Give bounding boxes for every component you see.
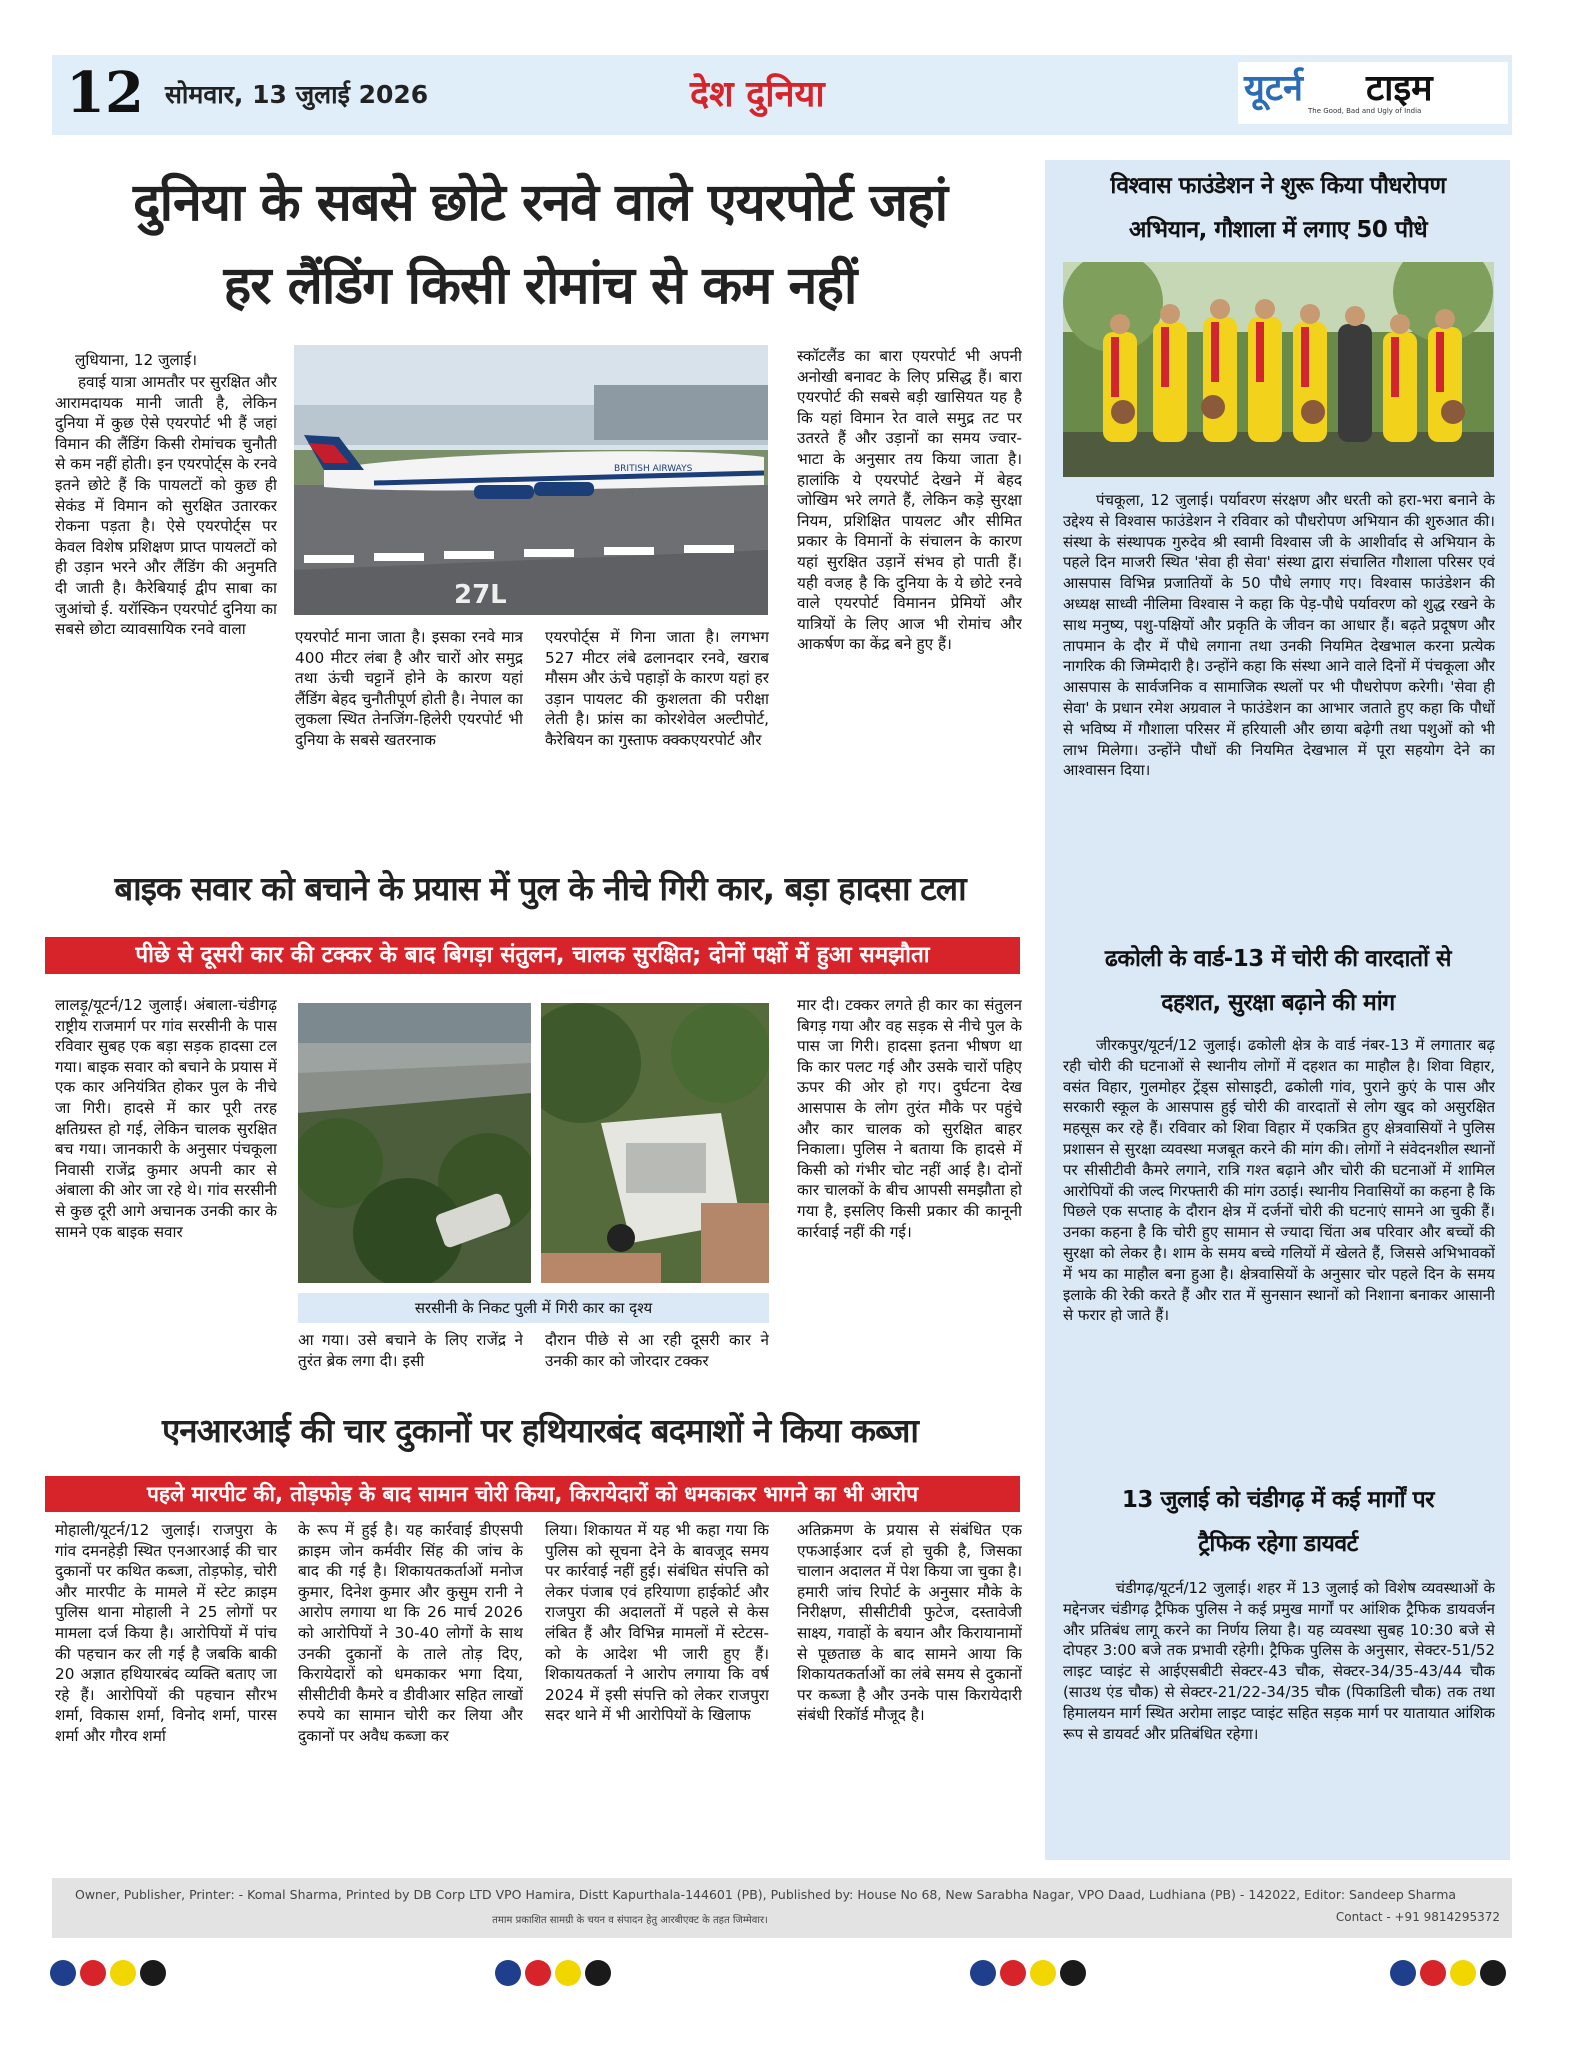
story3-col2: के रूप में हुई है। यह कार्रवाई डीएसपी क्राइम जोन कर्मवीर सिंह की जांच के बाद की गई है। शिकायतकर्ताओं मनोज कुमार, दिनेश कुमार और कुसुम रानी ने आरोप लगाया था कि 26 मार्च 2026 को आरोपियों ने 30-40 लोगों के साथ उनकी दुकानों के ताले तोड़ दिए, किरायेदारों को धमकाकर भगा दिया, सीसीटीवी कैमरे व डीवीआर सहित लाखों रुपये का सामान चोरी कर लिया और दुकानों पर अवैध कब्जा कर bbox=[298, 1521, 523, 1745]
side1-headline-line2: अभियान, गौशाला में लगाए 50 पौधे bbox=[1128, 217, 1428, 243]
issue-date: सोमवार, 13 जुलाई 2026 bbox=[165, 80, 429, 109]
side3-headline-line2: ट्रैफिक रहेगा डायवर्ट bbox=[1198, 1531, 1358, 1557]
reg-dot bbox=[1030, 1960, 1056, 1986]
story2-col1: लालड़ू/यूटर्न/12 जुलाई। अंबाला-चंडीगढ़ राष्ट्रीय राजमार्ग पर गांव सरसीनी के पास रविवार सुबह एक बड़ा सड़क हादसा टल गया। बाइक सवार को बचाने के प्रयास में एक कार अनियंत्रित होकर पुल के नीचे जा गिरी। हादसे में कार पूरी तरह क्षतिग्रस्त हो गई, लेकिन चालक सुरक्षित बच गया। जानकारी के अनुसार पंचकूला निवासी राजेंद्र कुमार अपनी कार से अंबाला की ओर जा रहे थे। गांव सरसीनी से कुछ दूरी आगे अचानक उनकी कार के सामने एक बाइक सवार bbox=[55, 996, 277, 1241]
story1-col2: एयरपोर्ट माना जाता है। इसका रनवे मात्र 400 मीटर लंबा है और चारों ओर समुद्र तथा ऊंची चट्टानें होने के कारण यहां लैंडिंग बेहद चुनौतीपूर्ण होती है। नेपाल का लुकला स्थित तेनजिंग-हिलेरी एयरपोर्ट भी दुनिया के सबसे खतरनाक bbox=[295, 628, 523, 749]
plantation-photo bbox=[1063, 262, 1494, 477]
footer-disclaimer: तमाम प्रकाशित सामग्री के चयन व संपादन हेतु आरबीएक्ट के तहत जिम्मेवार। bbox=[492, 1915, 768, 1926]
story3-headline: एनआरआई की चार दुकानों पर हथियारबंद बदमाशों ने किया कब्जा bbox=[162, 1411, 918, 1450]
logo-part2: टाइम bbox=[1366, 68, 1433, 109]
reg-dot bbox=[50, 1960, 76, 1986]
airport-photo bbox=[294, 345, 768, 615]
footer-contact: Contact - +91 9814295372 bbox=[1335, 1910, 1500, 1924]
crash-photo-left bbox=[298, 1003, 531, 1283]
reg-dot bbox=[555, 1960, 581, 1986]
side2-headline-line2: दहशत, सुरक्षा बढ़ाने की मांग bbox=[1161, 990, 1395, 1016]
story1-col4: स्कॉटलैंड का बारा एयरपोर्ट भी अपनी अनोखी बनावट के लिए प्रसिद्ध हैं। बारा एयरपोर्ट की सबसे बड़ी खासियत यह है कि यहां विमान रेत वाले समुद्र तट पर उतरते हैं और उड़ानों का समय ज्वार-भाटा के अनुसार तय किया जाता है। हालांकि ये एयरपोर्ट देखने में बेहद जोखिम भरे लगते हैं, लेकिन कड़े सुरक्षा नियम, प्रशिक्षित पायलट और सीमित प्रकार के विमानों के संचालन के कारण यहां सुरक्षित उड़ानें संभव हो पाती हैं। यही वजह है कि दुनिया के ये छोटे रनवे वाले एयरपोर्ट विमानन प्रेमियों और यात्रियों के लिए आज भी रोमांच और आकर्षण का केंद्र बने हुए हैं। bbox=[797, 347, 1022, 654]
reg-dot bbox=[140, 1960, 166, 1986]
story1-col3: एयरपोर्ट्स में गिना जाता है। लगभग 527 मीटर लंबे ढलानदार रनवे, खराब मौसम और ऊंचे पहाड़ों के कारण यहां हर उड़ान पायलट की कुशलता की परीक्षा लेती है। फ्रांस का कोरशेवेल अल्टीपोर्ट, कैरेबियन का गुस्ताफ क्क्कएयरपोर्ट और bbox=[545, 628, 769, 749]
story1-headline-line1: दुनिया के सबसे छोटे रनवे वाले एयरपोर्ट जहां bbox=[132, 173, 948, 233]
story1-col1: हवाई यात्रा आमतौर पर सुरक्षित और आरामदायक मानी जाती है, लेकिन दुनिया में कुछ ऐसे एयरपोर्ट भी हैं जहां विमान की लैंडिंग किसी रोमांचक चुनौती से कम नहीं होती। इन एयरपोर्ट्स के रनवे इतने छोटे हैं कि पायलटों को कुछ ही सेकंड में विमान को सुरक्षित उतारकर रोकना पड़ता है। ऐसे एयरपोर्ट्स पर केवल विशेष प्रशिक्षण प्राप्त पायलटों को ही उड़ान भरने और लैंडिंग की अनुमति दी जाती है। कैरेबियाई द्वीप साबा का जुआंचो ई. यरॉस्किन एयरपोर्ट दुनिया का सबसे छोटा व्यावसायिक रनवे वाला bbox=[55, 373, 277, 639]
reg-dot bbox=[1450, 1960, 1476, 1986]
story3-col4: अतिक्रमण के प्रयास से संबंधित एक एफआईआर दर्ज हो चुकी है, जिसका चालान अदालत में पेश किया जा चुका है। हमारी जांच रिपोर्ट के अनुसार मौके के निरीक्षण, सीसीटीवी फुटेज, दस्तावेजी साक्ष्य, गवाहों के बयान और किरायानामों से पूछताछ के बाद सामने आया कि शिकायतकर्ताओं का लंबे समय से दुकानों पर कब्जा है और उनके पास किरायेदारी संबंधी रिकॉर्ड मौजूद है। bbox=[797, 1521, 1022, 1725]
story1-dateline: लुधियाना, 12 जुलाई। bbox=[75, 351, 198, 369]
reg-dot bbox=[1480, 1960, 1506, 1986]
page-number: 12 bbox=[66, 60, 144, 126]
story2-headline: बाइक सवार को बचाने के प्रयास में पुल के नीचे गिरी कार, बड़ा हादसा टला bbox=[114, 869, 966, 908]
section-title: देश दुनिया bbox=[690, 74, 825, 115]
reg-dot bbox=[1420, 1960, 1446, 1986]
story2-col2: आ गया। उसे बचाने के लिए राजेंद्र ने तुरंत ब्रेक लगा दी। इसी bbox=[298, 1331, 523, 1370]
side3-headline-line1: 13 जुलाई को चंडीगढ़ में कई मार्गों पर bbox=[1121, 1487, 1435, 1513]
crash-photo-right bbox=[541, 1003, 769, 1283]
reg-dot bbox=[1000, 1960, 1026, 1986]
side1-body: पंचकूला, 12 जुलाई। पर्यावरण संरक्षण और धरती को हरा-भरा बनाने के उद्देश्य से विश्वास फाउंडेशन ने रविवार को पौधरोपण अभियान की शुरुआत की। संस्था के संस्थापक गुरुदेव श्री स्वामी विश्वास जी के आशीर्वाद से अभियान के पहले दिन माजरी स्थित 'सेवा ही सेवा' संस्था द्वारा संचालित गौशाला परिसर एवं आसपास विभिन्न प्रजातियों के 50 पौधे लगाए गए। विश्वास फाउंडेशन की अध्यक्ष साध्वी नीलिमा विश्वास ने कहा कि पेड़-पौधे पर्यावरण को शुद्ध रखने के साथ मनुष्य, पशु-पक्षियों और प्रकृति के जीवन का आधार हैं। बढ़ते प्रदूषण और तापमान के दौर में पौधे लगाना तथा उनकी नियमित देखभाल करना प्रत्येक नागरिक की जिम्मेदारी है। उन्होंने कहा कि संस्था आने वाले दिनों में पंचकूला और आसपास के सार्वजनिक व सामाजिक स्थलों पर भी पौधरोपण करेगी। 'सेवा ही सेवा' के प्रधान रमेश अग्रवाल ने फाउंडेशन का आभार जताते हुए कहा कि पौधों से भविष्य में गौशाला परिसर में हरियाली और छाया बढ़ेगी तथा पशुओं को भी लाभ मिलेगा। उन्होंने पौधों की नियमित देखभाल में पूरा सहयोग देने का आश्वासन दिया। bbox=[1063, 491, 1495, 780]
registration-marks bbox=[0, 1960, 1573, 2000]
logo-part1: यूटर्न bbox=[1244, 68, 1304, 109]
story2-subhead: पीछे से दूसरी कार की टक्कर के बाद बिगड़ा संतुलन, चालक सुरक्षित; दोनों पक्षों में हुआ समझौता bbox=[45, 937, 1020, 974]
story2-col4: मार दी। टक्कर लगते ही कार का संतुलन बिगड़ गया और वह सड़क से नीचे पुल के पास जा गिरी। हादसा इतना भीषण था कि कार पलट गई और उसके चारों पहिए ऊपर की ओर हो गए। दुर्घटना देख आसपास के लोग तुरंत मौके पर पहुंचे और कार चालक को सुरक्षित बाहर निकाला। पुलिस ने बताया कि हादसे में किसी को गंभीर चोट नहीं आई है। दोनों कार चालकों के बीच आपसी समझौता हो गया है, इसलिए किसी प्रकार की कानूनी कार्रवाई नहीं की गई। bbox=[797, 996, 1022, 1241]
reg-dot bbox=[80, 1960, 106, 1986]
reg-dot bbox=[525, 1960, 551, 1986]
story3-subhead: पहले मारपीट की, तोड़फोड़ के बाद सामान चोरी किया, किरायेदारों को धमकाकर भागने का भी आरोप bbox=[45, 1476, 1020, 1512]
side3-body: चंडीगढ़/यूटर्न/12 जुलाई। शहर में 13 जुलाई को विशेष व्यवस्थाओं के मद्देनजर चंडीगढ़ ट्रैफिक पुलिस ने कई प्रमुख मार्गों पर आंशिक ट्रैफिक डायवर्जन और प्रतिबंध लागू करने का निर्णय लिया है। यह व्यवस्था सुबह 10:30 बजे से दोपहर 3:00 बजे तक प्रभावी रहेगी। ट्रैफिक पुलिस के अनुसार, सेक्टर-51/52 लाइट प्वाइंट से आईएसबीटी सेक्टर-43 चौक, सेक्टर-34/35-43/44 चौक (साउथ एंड चौक) से सेक्टर-21/22-34/35 चौक (पिकाडिली चौक) तक तथा हिमालयन मार्ग स्थित अरोमा लाइट प्वाइंट सहित सड़क मार्ग पर यातायात आंशिक रूप से डायवर्ट और प्रतिबंधित रहेगा। bbox=[1063, 1579, 1495, 1743]
runway-number: 27L bbox=[454, 580, 507, 610]
reg-dot bbox=[585, 1960, 611, 1986]
story1-headline-line2: हर लैंडिंग किसी रोमांच से कम नहीं bbox=[223, 256, 857, 316]
reg-dot bbox=[110, 1960, 136, 1986]
reg-dot bbox=[495, 1960, 521, 1986]
crash-photo-caption: सरसीनी के निकट पुली में गिरी कार का दृश्य bbox=[298, 1293, 769, 1323]
plane-livery-text: BRITISH AIRWAYS bbox=[614, 464, 693, 474]
side2-body: जीरकपुर/यूटर्न/12 जुलाई। ढकोली क्षेत्र के वार्ड नंबर-13 में लगातार बढ़ रही चोरी की घटनाओं से स्थानीय लोगों में दहशत का माहौल है। शिवा विहार, वसंत विहार, गुलमोहर ट्रेंड्स सोसाइटी, ढकोली गांव, पुराने कुएं के पास और सरकारी स्कूल के आसपास हुई चोरी की वारदातों से लोग खुद को असुरक्षित महसूस कर रहे हैं। रविवार को शिवा विहार में एकत्रित हुए क्षेत्रवासियों ने पुलिस प्रशासन से सुरक्षा व्यवस्था मजबूत करने की मांग की। लोगों ने संवेदनशील स्थानों पर सीसीटीवी कैमरे लगाने, रात्रि गश्त बढ़ाने और चोरी की घटनाओं में शामिल आरोपियों की जल्द गिरफ्तारी की मांग उठाई। स्थानीय निवासियों का कहना है कि पिछले एक सप्ताह के दौरान क्षेत्र में दर्जनों चोरी की घटनाएं सामने आ चुकी हैं। उनका कहना है कि चोरी हुए सामान से ज्यादा चिंता अब परिवार और बच्चों की सुरक्षा को लेकर है। शाम के समय बच्चे गलियों में खेलते हैं, जिससे अभिभावकों में भय का माहौल बना हुआ है। क्षेत्रवासियों के अनुसार चोर पहले दिन के समय इलाके की रेकी करते हैं और रात में सुनसान स्थानों को निशाना बनाकर आसानी से फरार हो जाते हैं। bbox=[1063, 1036, 1495, 1325]
reg-dot bbox=[1060, 1960, 1086, 1986]
story3-col1: मोहाली/यूटर्न/12 जुलाई। राजपुरा के गांव दमनहेड़ी स्थित एनआरआई की चार दुकानों पर कथित कब्जा, तोड़फोड़, चोरी और मारपीट के मामले में स्टेट क्राइम पुलिस थाना मोहाली ने 25 लोगों पर मामला दर्ज किया है। आरोपियों में पांच की पहचान कर ली गई है जबकि बाकी 20 अज्ञात हथियारबंद व्यक्ति बताए जा रहे हैं। आरोपियों की पहचान सौरभ शर्मा, विकास शर्मा, विनोद शर्मा, पारस शर्मा और गौरव शर्मा bbox=[55, 1521, 277, 1745]
story3-col3: लिया। शिकायत में यह भी कहा गया कि पुलिस को सूचना देने के बावजूद समय पर कार्रवाई नहीं हुई। संबंधित संपत्ति को लेकर पंजाब एवं हरियाणा हाईकोर्ट और राजपुरा की अदालतों में पहले से केस लंबित हैं और विभिन्न मामलों में स्टेटस-को के आदेश भी जारी हुए हैं। शिकायतकर्ता ने आरोप लगाया कि वर्ष 2024 में इसी संपत्ति को लेकर राजपुरा सदर थाने में भी आरोपियों के खिलाफ bbox=[545, 1521, 769, 1725]
reg-dot bbox=[1390, 1960, 1416, 1986]
story2-col3: दौरान पीछे से आ रही दूसरी कार ने उनकी कार को जोरदार टक्कर bbox=[545, 1331, 769, 1370]
reg-dot bbox=[970, 1960, 996, 1986]
logo-tagline: The Good, Bad and Ugly of India bbox=[1308, 107, 1422, 115]
side2-headline-line1: ढकोली के वार्ड-13 में चोरी की वारदातों से bbox=[1104, 946, 1452, 972]
footer-imprint: Owner, Publisher, Printer: - Komal Sharma, Printed by DB Corp LTD VPO Hamira, Distt Kapurthala-144601 (PB), Published by: House No 68, New Sarabha Nagar, VPO Daad, Ludhiana (PB) - 142022, Editor: Sandeep Sharma bbox=[75, 1887, 1457, 1902]
side1-headline-line1: विश्वास फाउंडेशन ने शुरू किया पौधरोपण bbox=[1110, 173, 1446, 199]
logo bbox=[1238, 62, 1508, 124]
